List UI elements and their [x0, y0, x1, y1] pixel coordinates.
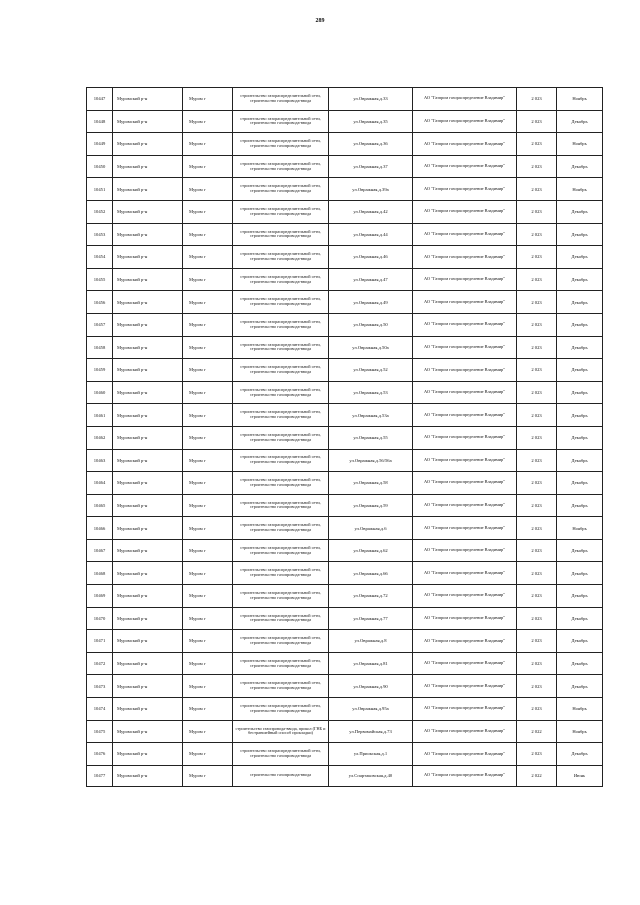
district-cell: Муромский р-н	[113, 449, 183, 472]
month-cell: Декабрь	[557, 359, 603, 382]
address-cell: ул.Овражная,д.46	[329, 246, 413, 269]
city-cell: Муром г	[183, 336, 233, 359]
year-cell: 2 023	[517, 246, 557, 269]
city-cell: Муром г	[183, 562, 233, 585]
district-cell: Муромский р-н	[113, 178, 183, 201]
organization-cell: АО "Газпром газораспределение Владимир"	[413, 698, 517, 721]
district-cell: Муромский р-н	[113, 381, 183, 404]
address-cell: ул.Овражная,д.44	[329, 223, 413, 246]
row-number: 10466	[87, 517, 113, 540]
month-cell: Декабрь	[557, 110, 603, 133]
row-number: 10449	[87, 133, 113, 156]
address-cell: ул.Овражная,д.77	[329, 607, 413, 630]
month-cell: Декабрь	[557, 200, 603, 223]
row-number: 10453	[87, 223, 113, 246]
work-type-cell: строительство газораспределительной сети, строительство газопровода-ввода	[233, 698, 329, 721]
address-cell: ул.Овражная,д.8	[329, 630, 413, 653]
table-row	[87, 698, 603, 721]
month-cell: Декабрь	[557, 472, 603, 495]
table-row	[87, 155, 603, 178]
year-cell: 2 023	[517, 88, 557, 111]
table-row	[87, 359, 603, 382]
address-cell: ул.Спартаковская,д.40	[329, 765, 413, 786]
month-cell: Декабрь	[557, 539, 603, 562]
table-row	[87, 494, 603, 517]
work-type-cell: строительство газораспределительной сети, строительство газопровода-ввода	[233, 178, 329, 201]
year-cell: 2 023	[517, 607, 557, 630]
row-number: 10474	[87, 698, 113, 721]
district-cell: Муромский р-н	[113, 359, 183, 382]
row-number: 10477	[87, 765, 113, 786]
city-cell: Муром г	[183, 698, 233, 721]
city-cell: Муром г	[183, 404, 233, 427]
row-number: 10463	[87, 449, 113, 472]
year-cell: 2 023	[517, 133, 557, 156]
work-type-cell: строительство газораспределительной сети, строительство газопровода-ввода	[233, 426, 329, 449]
address-cell: ул.Овражная,д.72	[329, 585, 413, 608]
work-type-cell: строительство газораспределительной сети, строительство газопровода-ввода	[233, 246, 329, 269]
city-cell: Муром г	[183, 313, 233, 336]
month-cell: Декабрь	[557, 268, 603, 291]
row-number: 10462	[87, 426, 113, 449]
address-cell: ул.Первомайская,д.73	[329, 720, 413, 743]
address-cell: ул.Овражная,д.33	[329, 88, 413, 111]
month-cell: Ноябрь	[557, 698, 603, 721]
year-cell: 2 023	[517, 449, 557, 472]
month-cell: Декабрь	[557, 585, 603, 608]
city-cell: Муром г	[183, 268, 233, 291]
table-row	[87, 200, 603, 223]
address-cell: ул.Овражная,д.55	[329, 426, 413, 449]
organization-cell: АО "Газпром газораспределение Владимир"	[413, 607, 517, 630]
year-cell: 2 023	[517, 200, 557, 223]
district-cell: Муромский р-н	[113, 426, 183, 449]
table-row	[87, 223, 603, 246]
address-cell: ул.Овражная,д.47	[329, 268, 413, 291]
year-cell: 2 023	[517, 178, 557, 201]
district-cell: Муромский р-н	[113, 539, 183, 562]
work-type-cell: строительство газопровода-ввода	[233, 765, 329, 786]
row-number: 10467	[87, 539, 113, 562]
address-cell: ул.Овражная,д.58	[329, 472, 413, 495]
organization-cell: АО "Газпром газораспределение Владимир"	[413, 178, 517, 201]
table-row	[87, 449, 603, 472]
organization-cell: АО "Газпром газораспределение Владимир"	[413, 133, 517, 156]
month-cell: Ноябрь	[557, 178, 603, 201]
work-type-cell: строительство газораспределительной сети, строительство газопровода-ввода	[233, 155, 329, 178]
city-cell: Муром г	[183, 178, 233, 201]
year-cell: 2 023	[517, 743, 557, 766]
row-number: 10469	[87, 585, 113, 608]
row-number: 10456	[87, 291, 113, 314]
month-cell: Декабрь	[557, 246, 603, 269]
city-cell: Муром г	[183, 291, 233, 314]
district-cell: Муромский р-н	[113, 652, 183, 675]
city-cell: Муром г	[183, 359, 233, 382]
district-cell: Муромский р-н	[113, 562, 183, 585]
year-cell: 2 023	[517, 539, 557, 562]
year-cell: 2 023	[517, 110, 557, 133]
table-body	[87, 88, 603, 787]
table-row	[87, 652, 603, 675]
city-cell: Муром г	[183, 675, 233, 698]
year-cell: 2 023	[517, 675, 557, 698]
table-row	[87, 539, 603, 562]
organization-cell: АО "Газпром газораспределение Владимир"	[413, 494, 517, 517]
address-cell: ул.Овражная,д.53	[329, 381, 413, 404]
year-cell: 2 022	[517, 720, 557, 743]
city-cell: Муром г	[183, 539, 233, 562]
year-cell: 2 023	[517, 426, 557, 449]
month-cell: Декабрь	[557, 562, 603, 585]
organization-cell: АО "Газпром газораспределение Владимир"	[413, 88, 517, 111]
month-cell: Ноябрь	[557, 133, 603, 156]
row-number: 10468	[87, 562, 113, 585]
work-type-cell: строительство газопровода-ввода, прокол (ГНБ и бестраншейный способ прокладки)	[233, 720, 329, 743]
year-cell: 2 023	[517, 155, 557, 178]
address-cell: ул.Приокская,д.1	[329, 743, 413, 766]
table-row	[87, 517, 603, 540]
organization-cell: АО "Газпром газораспределение Владимир"	[413, 404, 517, 427]
table-row	[87, 472, 603, 495]
organization-cell: АО "Газпром газораспределение Владимир"	[413, 313, 517, 336]
city-cell: Муром г	[183, 110, 233, 133]
district-cell: Муромский р-н	[113, 291, 183, 314]
month-cell: Декабрь	[557, 155, 603, 178]
year-cell: 2 023	[517, 336, 557, 359]
row-number: 10461	[87, 404, 113, 427]
row-number: 10454	[87, 246, 113, 269]
month-cell: Декабрь	[557, 336, 603, 359]
month-cell: Декабрь	[557, 675, 603, 698]
work-type-cell: строительство газораспределительной сети, строительство газопровода-ввода	[233, 88, 329, 111]
district-cell: Муромский р-н	[113, 246, 183, 269]
row-number: 10450	[87, 155, 113, 178]
work-type-cell: строительство газораспределительной сети, строительство газопровода-ввода	[233, 539, 329, 562]
row-number: 10451	[87, 178, 113, 201]
row-number: 10447	[87, 88, 113, 111]
address-cell: ул.Овражная,д.56/56а	[329, 449, 413, 472]
organization-cell: АО "Газпром газораспределение Владимир"	[413, 359, 517, 382]
year-cell: 2 023	[517, 313, 557, 336]
row-number: 10448	[87, 110, 113, 133]
work-type-cell: строительство газораспределительной сети, строительство газопровода-ввода	[233, 200, 329, 223]
table-row	[87, 607, 603, 630]
table-row	[87, 291, 603, 314]
work-type-cell: строительство газораспределительной сети, строительство газопровода-ввода	[233, 336, 329, 359]
district-cell: Муромский р-н	[113, 110, 183, 133]
year-cell: 2 023	[517, 268, 557, 291]
work-type-cell: строительство газораспределительной сети, строительство газопровода-ввода	[233, 517, 329, 540]
work-type-cell: строительство газораспределительной сети, строительство газопровода-ввода	[233, 472, 329, 495]
organization-cell: АО "Газпром газораспределение Владимир"	[413, 585, 517, 608]
page-number: 289	[315, 18, 325, 24]
city-cell: Муром г	[183, 155, 233, 178]
work-type-cell: строительство газораспределительной сети, строительство газопровода-ввода	[233, 743, 329, 766]
city-cell: Муром г	[183, 743, 233, 766]
district-cell: Муромский р-н	[113, 720, 183, 743]
work-type-cell: строительство газораспределительной сети, строительство газопровода-ввода	[233, 381, 329, 404]
organization-cell: АО "Газпром газораспределение Владимир"	[413, 449, 517, 472]
table-row	[87, 336, 603, 359]
month-cell: Декабрь	[557, 652, 603, 675]
district-cell: Муромский р-н	[113, 155, 183, 178]
city-cell: Муром г	[183, 517, 233, 540]
address-cell: ул.Овражная,д.66	[329, 562, 413, 585]
work-type-cell: строительство газораспределительной сети, строительство газопровода-ввода	[233, 133, 329, 156]
table-row	[87, 178, 603, 201]
work-type-cell: строительство газораспределительной сети, строительство газопровода-ввода	[233, 223, 329, 246]
table-row	[87, 381, 603, 404]
year-cell: 2 023	[517, 494, 557, 517]
row-number: 10471	[87, 630, 113, 653]
year-cell: 2 023	[517, 291, 557, 314]
row-number: 10460	[87, 381, 113, 404]
address-cell: ул.Овражная,д.50	[329, 313, 413, 336]
organization-cell: АО "Газпром газораспределение Владимир"	[413, 720, 517, 743]
month-cell: Декабрь	[557, 404, 603, 427]
work-type-cell: строительство газораспределительной сети, строительство газопровода-ввода	[233, 630, 329, 653]
work-type-cell: строительство газораспределительной сети, строительство газопровода-ввода	[233, 404, 329, 427]
month-cell: Декабрь	[557, 223, 603, 246]
month-cell: Декабрь	[557, 494, 603, 517]
work-type-cell: строительство газораспределительной сети, строительство газопровода-ввода	[233, 562, 329, 585]
month-cell: Ноябрь	[557, 88, 603, 111]
row-number: 10459	[87, 359, 113, 382]
organization-cell: АО "Газпром газораспределение Владимир"	[413, 675, 517, 698]
month-cell: Декабрь	[557, 313, 603, 336]
year-cell: 2 023	[517, 517, 557, 540]
work-type-cell: строительство газораспределительной сети, строительство газопровода-ввода	[233, 268, 329, 291]
address-cell: ул.Овражная,д.53а	[329, 404, 413, 427]
table-row	[87, 426, 603, 449]
year-cell: 2 022	[517, 765, 557, 786]
work-type-cell: строительство газораспределительной сети, строительство газопровода-ввода	[233, 449, 329, 472]
table-row	[87, 630, 603, 653]
month-cell: Ноябрь	[557, 517, 603, 540]
address-cell: ул.Овражная,д.81	[329, 652, 413, 675]
row-number: 10465	[87, 494, 113, 517]
district-cell: Муромский р-н	[113, 765, 183, 786]
work-type-cell: строительство газораспределительной сети, строительство газопровода-ввода	[233, 313, 329, 336]
row-number: 10457	[87, 313, 113, 336]
month-cell: Декабрь	[557, 607, 603, 630]
row-number: 10458	[87, 336, 113, 359]
district-cell: Муромский р-н	[113, 223, 183, 246]
month-cell: Декабрь	[557, 381, 603, 404]
organization-cell: АО "Газпром газораспределение Владимир"	[413, 652, 517, 675]
organization-cell: АО "Газпром газораспределение Владимир"	[413, 743, 517, 766]
district-cell: Муромский р-н	[113, 200, 183, 223]
row-number: 10472	[87, 652, 113, 675]
gasification-table	[86, 87, 603, 787]
district-cell: Муромский р-н	[113, 336, 183, 359]
district-cell: Муромский р-н	[113, 607, 183, 630]
year-cell: 2 023	[517, 585, 557, 608]
address-cell: ул.Овражная,д.37	[329, 155, 413, 178]
address-cell: ул.Овражная,д.62	[329, 539, 413, 562]
address-cell: ул.Овражная,д.50а	[329, 336, 413, 359]
row-number: 10455	[87, 268, 113, 291]
row-number: 10473	[87, 675, 113, 698]
table-row	[87, 585, 603, 608]
organization-cell: АО "Газпром газораспределение Владимир"	[413, 291, 517, 314]
organization-cell: АО "Газпром газораспределение Владимир"	[413, 765, 517, 786]
year-cell: 2 023	[517, 652, 557, 675]
city-cell: Муром г	[183, 472, 233, 495]
city-cell: Муром г	[183, 765, 233, 786]
city-cell: Муром г	[183, 246, 233, 269]
city-cell: Муром г	[183, 630, 233, 653]
organization-cell: АО "Газпром газораспределение Владимир"	[413, 426, 517, 449]
address-cell: ул.Овражная,д.95а	[329, 698, 413, 721]
district-cell: Муромский р-н	[113, 517, 183, 540]
year-cell: 2 023	[517, 404, 557, 427]
month-cell: Июнь	[557, 765, 603, 786]
district-cell: Муромский р-н	[113, 404, 183, 427]
address-cell: ул.Овражная,д.35	[329, 110, 413, 133]
row-number: 10452	[87, 200, 113, 223]
table-row	[87, 133, 603, 156]
organization-cell: АО "Газпром газораспределение Владимир"	[413, 472, 517, 495]
organization-cell: АО "Газпром газораспределение Владимир"	[413, 110, 517, 133]
table-row	[87, 562, 603, 585]
organization-cell: АО "Газпром газораспределение Владимир"	[413, 562, 517, 585]
city-cell: Муром г	[183, 381, 233, 404]
address-cell: ул.Овражная,д.90	[329, 675, 413, 698]
organization-cell: АО "Газпром газораспределение Владимир"	[413, 630, 517, 653]
row-number: 10470	[87, 607, 113, 630]
work-type-cell: строительство газораспределительной сети, строительство газопровода-ввода	[233, 675, 329, 698]
year-cell: 2 023	[517, 381, 557, 404]
district-cell: Муромский р-н	[113, 743, 183, 766]
row-number: 10476	[87, 743, 113, 766]
table-row	[87, 268, 603, 291]
table-row	[87, 88, 603, 111]
city-cell: Муром г	[183, 426, 233, 449]
organization-cell: АО "Газпром газораспределение Владимир"	[413, 268, 517, 291]
district-cell: Муромский р-н	[113, 88, 183, 111]
table-row	[87, 675, 603, 698]
table-row	[87, 246, 603, 269]
organization-cell: АО "Газпром газораспределение Владимир"	[413, 539, 517, 562]
address-cell: ул.Овражная,д.6	[329, 517, 413, 540]
address-cell: ул.Овражная,д.52	[329, 359, 413, 382]
city-cell: Муром г	[183, 133, 233, 156]
work-type-cell: строительство газораспределительной сети, строительство газопровода-ввода	[233, 585, 329, 608]
district-cell: Муромский р-н	[113, 313, 183, 336]
organization-cell: АО "Газпром газораспределение Владимир"	[413, 336, 517, 359]
organization-cell: АО "Газпром газораспределение Владимир"	[413, 246, 517, 269]
year-cell: 2 023	[517, 562, 557, 585]
organization-cell: АО "Газпром газораспределение Владимир"	[413, 223, 517, 246]
organization-cell: АО "Газпром газораспределение Владимир"	[413, 155, 517, 178]
organization-cell: АО "Газпром газораспределение Владимир"	[413, 200, 517, 223]
month-cell: Ноябрь	[557, 720, 603, 743]
work-type-cell: строительство газораспределительной сети, строительство газопровода-ввода	[233, 359, 329, 382]
table-row	[87, 720, 603, 743]
month-cell: Декабрь	[557, 743, 603, 766]
year-cell: 2 023	[517, 630, 557, 653]
address-cell: ул.Овражная,д.59	[329, 494, 413, 517]
district-cell: Муромский р-н	[113, 698, 183, 721]
organization-cell: АО "Газпром газораспределение Владимир"	[413, 517, 517, 540]
address-cell: ул.Овражная,д.42	[329, 200, 413, 223]
year-cell: 2 023	[517, 359, 557, 382]
district-cell: Муромский р-н	[113, 675, 183, 698]
city-cell: Муром г	[183, 88, 233, 111]
city-cell: Муром г	[183, 652, 233, 675]
row-number: 10475	[87, 720, 113, 743]
district-cell: Муромский р-н	[113, 585, 183, 608]
city-cell: Муром г	[183, 494, 233, 517]
year-cell: 2 023	[517, 223, 557, 246]
address-cell: ул.Овражная,д.49	[329, 291, 413, 314]
work-type-cell: строительство газораспределительной сети, строительство газопровода-ввода	[233, 110, 329, 133]
row-number: 10464	[87, 472, 113, 495]
city-cell: Муром г	[183, 585, 233, 608]
district-cell: Муромский р-н	[113, 494, 183, 517]
month-cell: Декабрь	[557, 426, 603, 449]
district-cell: Муромский р-н	[113, 472, 183, 495]
city-cell: Муром г	[183, 720, 233, 743]
month-cell: Декабрь	[557, 291, 603, 314]
address-cell: ул.Овражная,д.36	[329, 133, 413, 156]
district-cell: Муромский р-н	[113, 630, 183, 653]
work-type-cell: строительство газораспределительной сети, строительство газопровода-ввода	[233, 652, 329, 675]
work-type-cell: строительство газораспределительной сети, строительство газопровода-ввода	[233, 607, 329, 630]
year-cell: 2 023	[517, 472, 557, 495]
table-row	[87, 110, 603, 133]
table-row	[87, 743, 603, 766]
city-cell: Муром г	[183, 200, 233, 223]
work-type-cell: строительство газораспределительной сети, строительство газопровода-ввода	[233, 291, 329, 314]
district-cell: Муромский р-н	[113, 133, 183, 156]
month-cell: Декабрь	[557, 449, 603, 472]
city-cell: Муром г	[183, 223, 233, 246]
organization-cell: АО "Газпром газораспределение Владимир"	[413, 381, 517, 404]
district-cell: Муромский р-н	[113, 268, 183, 291]
work-type-cell: строительство газораспределительной сети, строительство газопровода-ввода	[233, 494, 329, 517]
year-cell: 2 023	[517, 698, 557, 721]
table-row	[87, 404, 603, 427]
city-cell: Муром г	[183, 607, 233, 630]
city-cell: Муром г	[183, 449, 233, 472]
table-row	[87, 313, 603, 336]
month-cell: Декабрь	[557, 630, 603, 653]
address-cell: ул.Овражная,д.39а	[329, 178, 413, 201]
table-row	[87, 765, 603, 786]
